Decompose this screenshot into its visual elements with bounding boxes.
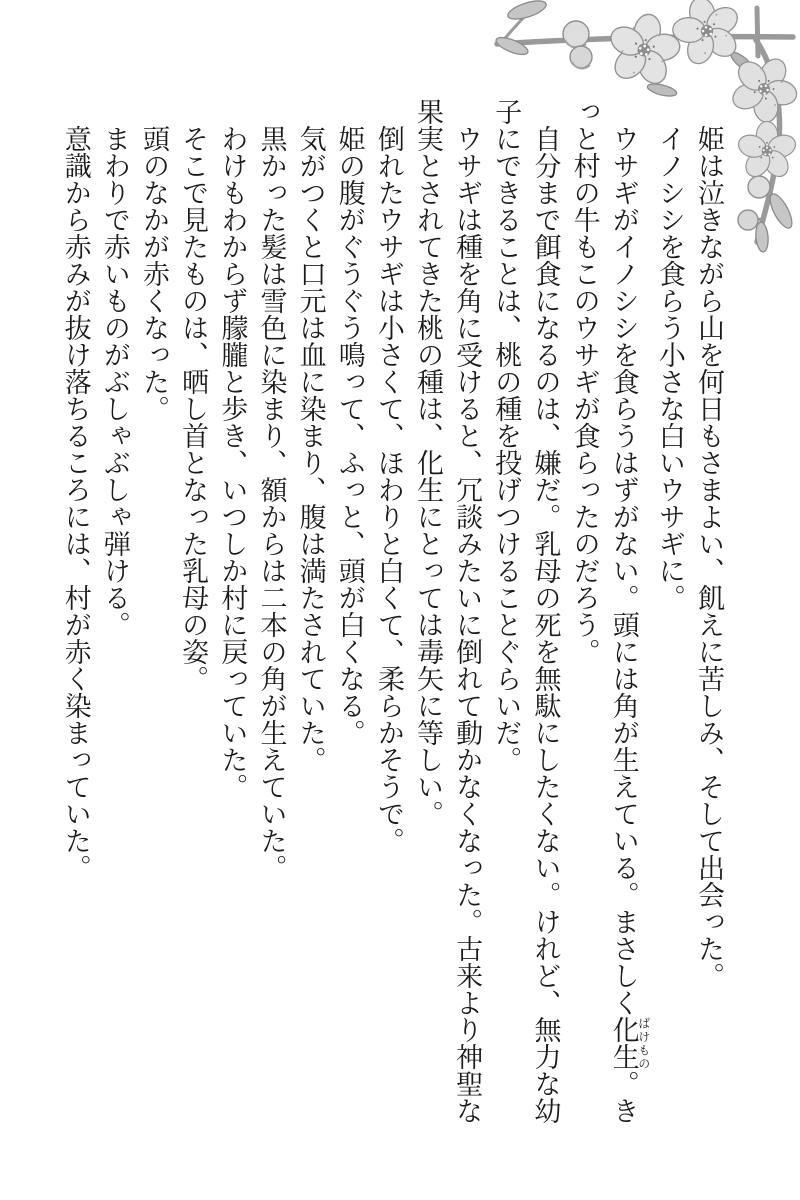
vertical-text-block <box>56 98 728 1128</box>
paragraph-11: そこで見たものは、晒し首となった乳母の姿。 <box>178 125 209 692</box>
paragraph-1: 姫は泣きながら山を何日もさまよい、飢えに苦しみ、そして出会った。 <box>694 125 724 989</box>
paragraph-6: 倒れたウサギは小さくて、ほわりと白くて、柔らかそうで。 <box>373 125 404 854</box>
cross-twig <box>757 8 758 56</box>
ruby-annotated-word: 化生ばけもの <box>608 1016 651 1070</box>
blossom <box>600 8 688 93</box>
paragraph-10: わけもわからず朦朧と歩き、いつしか村に戻っていた。 <box>217 125 248 800</box>
paragraph-5: ウサギは種を角に受けると、冗談みたいに倒れて動かなくなった。古来より神聖な果実とされてきた桃の種は、化生にとっては毒矢に等しい。 <box>413 98 483 1124</box>
paragraph-9: 黒かった髪は雪色に染まり、額からは二本の角が生えていた。 <box>256 125 287 881</box>
blossom <box>736 121 799 181</box>
paragraph-12: 頭のなかが赤くなった。 <box>139 125 170 422</box>
paragraph-13: まわりで赤いものがぶしゃぶしゃ弾ける。 <box>99 125 130 638</box>
paragraph-2: イノシシを食らう小さな白いウサギに。 <box>654 125 685 611</box>
paragraph-3: ウサギがイノシシを食らうはずがない。頭には角が生えている。まさしく化生ばけもの。きっと村の牛もこのウサギが食らったのだろう。 <box>569 98 651 1124</box>
paragraph-4: 自分まで餌食になるのは、嫌だ。乳母の死を無駄にしたくない。けれど、無力な幼子にできることは、桃の種を投げつけることぐらいだ。 <box>491 98 561 1124</box>
paragraph-14: 意識から赤みが抜け落ちるころには、村が赤く染まっていた。 <box>60 125 91 881</box>
paragraph-7: 姫の腹がぐうぐう鳴って、ふっと、頭が白くなる。 <box>334 125 365 746</box>
paragraph-8: 気がつくと口元は血に染まり、腹は満たされていた。 <box>295 125 326 773</box>
